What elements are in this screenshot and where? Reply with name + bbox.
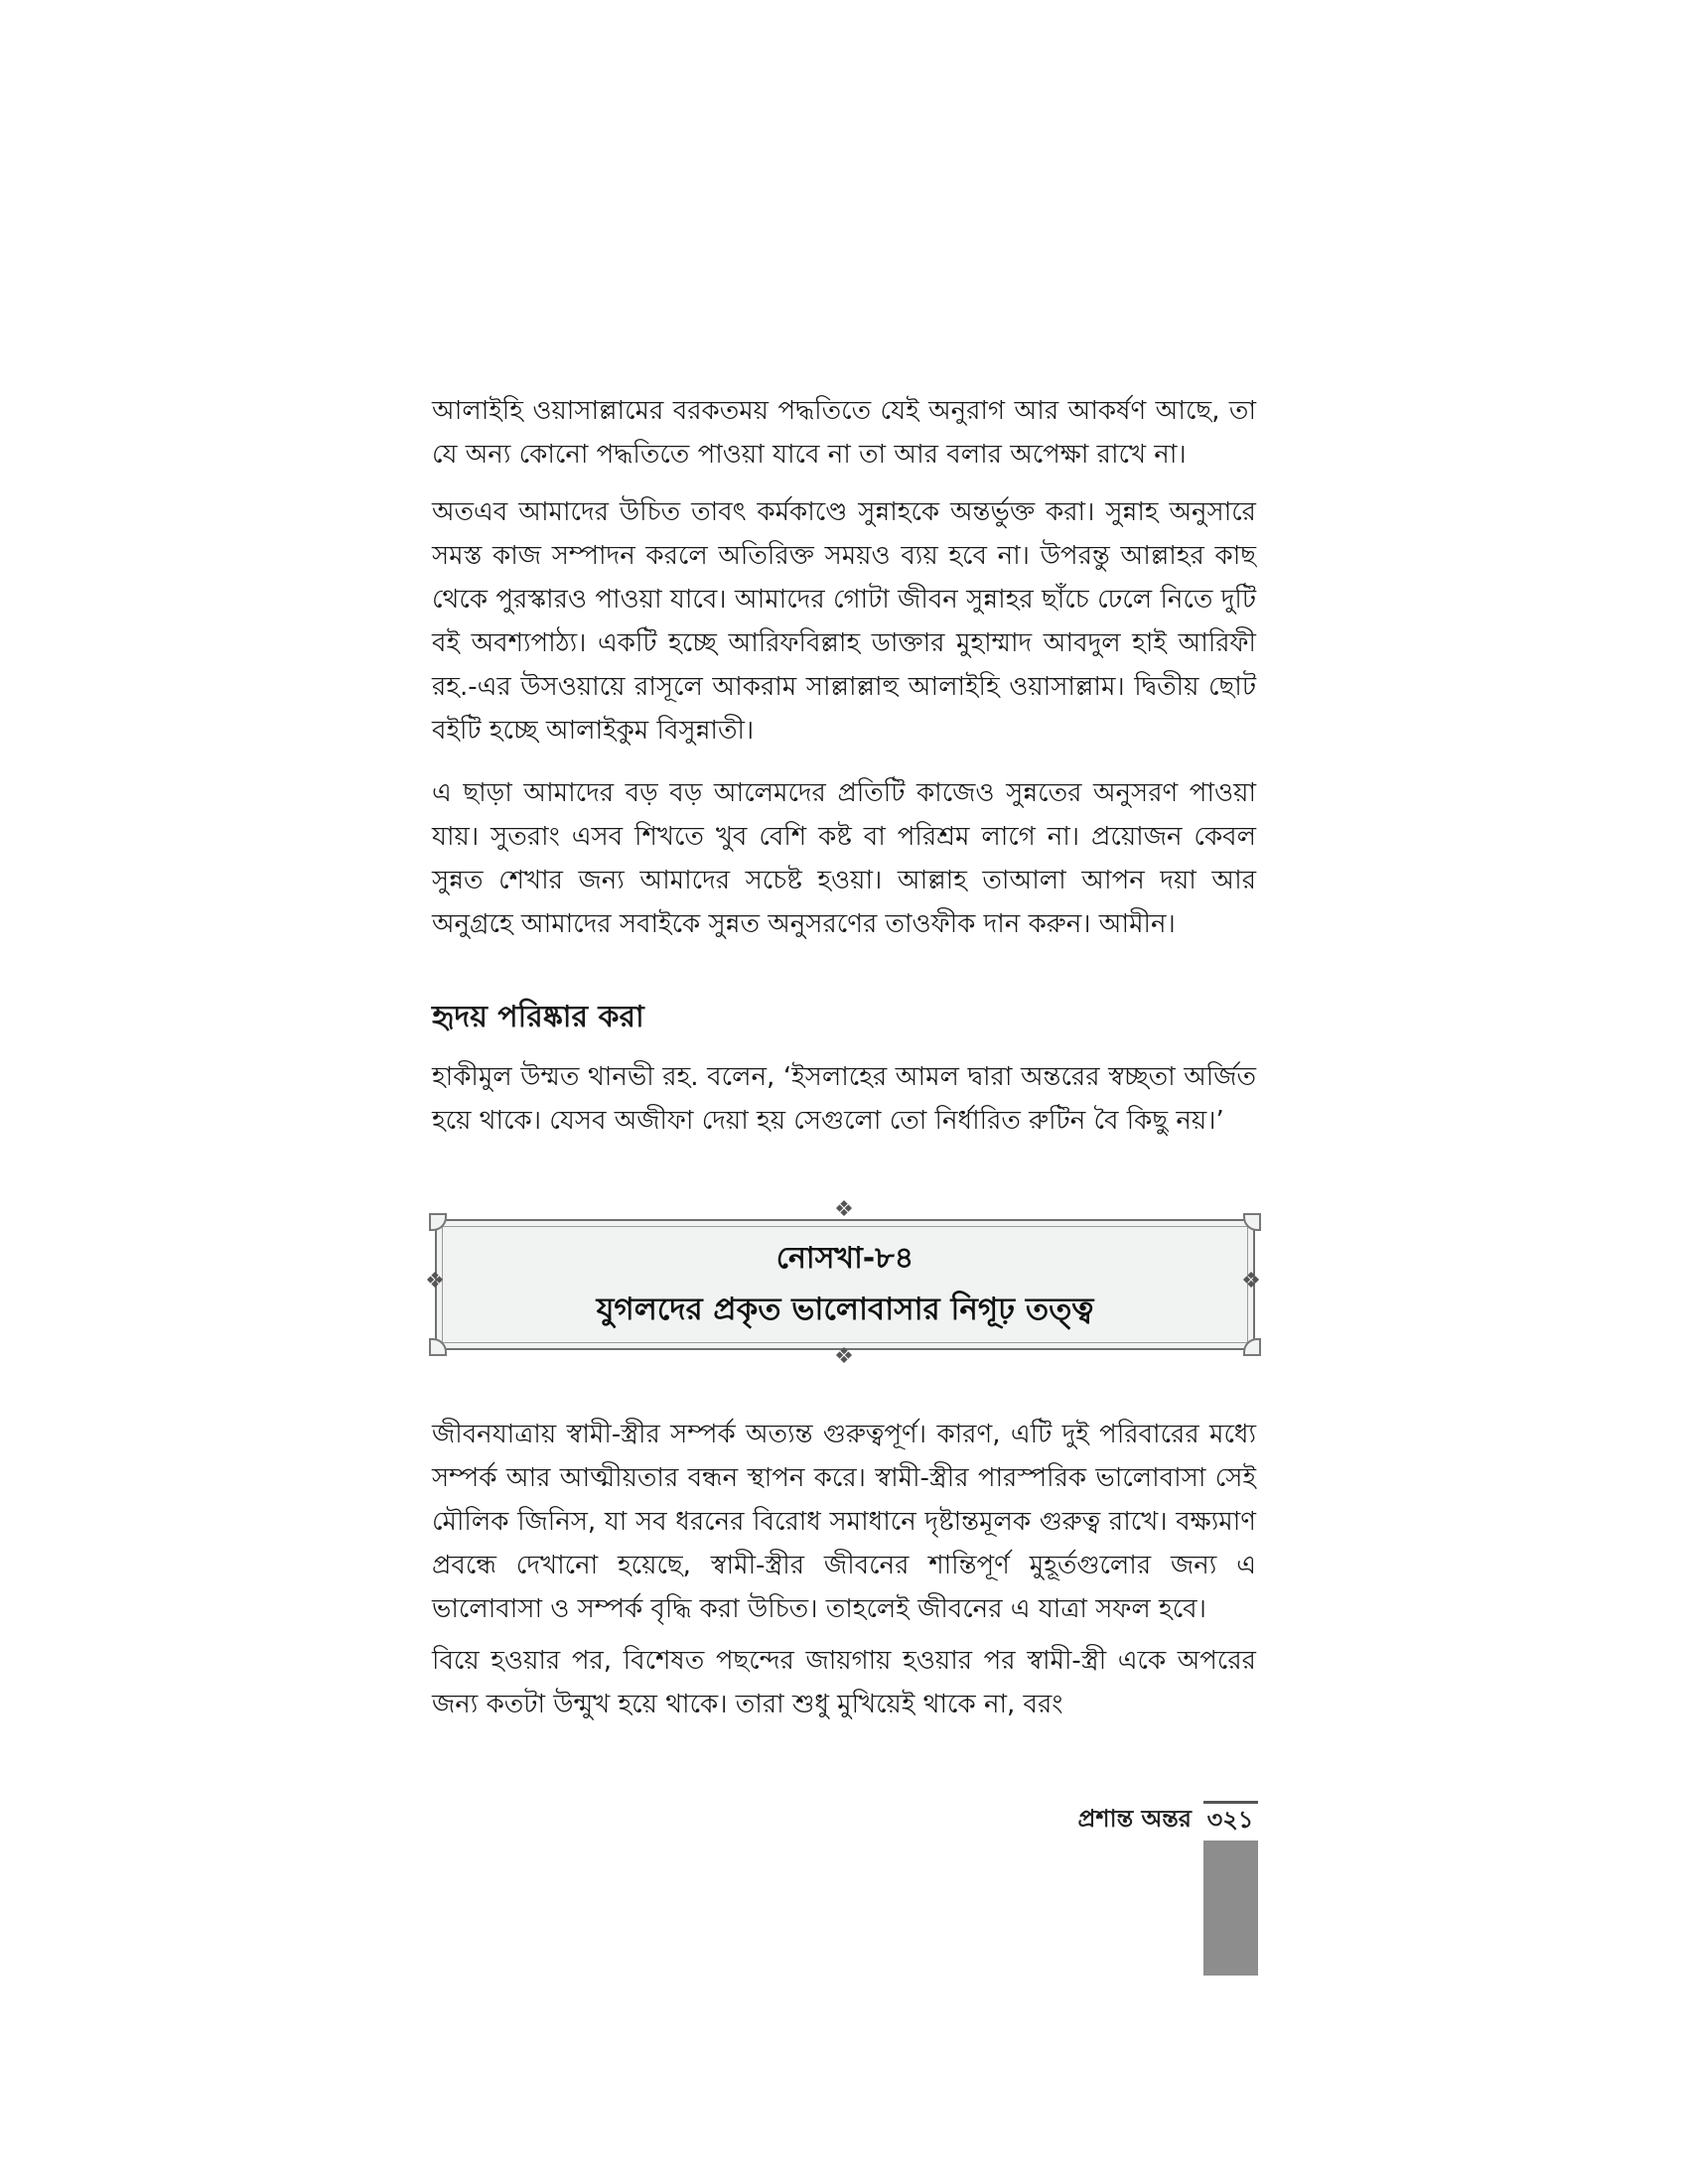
chapter-number: নোসখা-৮৪ xyxy=(775,1241,914,1276)
banner-ornament-icon: ❖ xyxy=(834,1197,854,1222)
body-paragraph: বিয়ে হওয়ার পর, বিশেষত পছন্দের জায়গায় হওয়ার পর স্বামী-স্ত্রী একে অপরের জন্য কতটা উন্মুখ হয়ে থাকে। তারা শুধু মুখিয়েই থাকে না, বরং xyxy=(432,1646,1256,1719)
page-number: ৩২১ xyxy=(1206,1806,1254,1834)
body-paragraph: অতএব আমাদের উচিত তাবৎ কর্মকাণ্ডে সুন্নাহকে অন্তর্ভুক্ত করা। সুন্নাহ অনুসারে সমস্ত কাজ সম্পাদন করলে অতিরিক্ত সময়ও ব্যয় হবে না। উপরন্তু আল্লাহর কাছ থেকে পুরস্কারও পাওয়া যাবে। আমাদের গোটা জীবন সুন্নাহর ছাঁচে ঢেলে নিতে দুটি বই অবশ্যপাঠ্য। একটি হচ্ছে আরিফবিল্লাহ ডাক্তার মুহাম্মাদ আবদুল হাই আরিফী রহ.-এর উসওয়ায়ে রাসূলে আকরাম সাল্লাল্লাহু আলাইহি ওয়াসাল্লাম। দ্বিতীয় ছোট বইটি হচ্ছে আলাইকুম বিসুন্নাতী। xyxy=(432,497,1256,746)
thumb-tab xyxy=(1203,1841,1258,1976)
body-paragraph: জীবনযাত্রায় স্বামী-স্ত্রীর সম্পর্ক অত্যন্ত গুরুত্বপূর্ণ। কারণ, এটি দুই পরিবারের মধ্যে সম্পর্ক আর আত্মীয়তার বন্ধন স্থাপন করে। স্বামী-স্ত্রীর পারস্পরিক ভালোবাসা সেই মৌলিক জিনিস, যা সব ধরনের বিরোধ সমাধানে দৃষ্টান্তমূলক গুরুত্ব রাখে। বক্ষ্যমাণ প্রবন্ধে দেখানো হয়েছে, স্বামী-স্ত্রীর জীবনের শান্তিপূর্ণ মুহূর্তগুলোর জন্য এ ভালোবাসা ও সম্পর্ক বৃদ্ধি করা উচিত। তাহলেই জীবনের এ যাত্রা সফল হবে। xyxy=(432,1420,1256,1624)
running-footer-title: প্রশান্ত অন্তর xyxy=(1077,1805,1192,1833)
body-paragraph: আলাইহি ওয়াসাল্লামের বরকতময় পদ্ধতিতে যেই অনুরাগ আর আকর্ষণ আছে, তা যে অন্য কোনো পদ্ধতিতে পাওয়া যাবে না তা আর বলার অপেক্ষা রাখে না। xyxy=(432,396,1256,470)
banner-ornament-icon: ❖ xyxy=(1241,1269,1261,1294)
body-paragraph: এ ছাড়া আমাদের বড় বড় আলেমদের প্রতিটি কাজেও সুন্নতের অনুসরণ পাওয়া যায়। সুতরাং এসব শিখতে খুব বেশি কষ্ট বা পরিশ্রম লাগে না। প্রয়োজন কেবল সুন্নত শেখার জন্য আমাদের সচেষ্ট হওয়া। আল্লাহ তাআলা আপন দয়া আর অনুগ্রহে আমাদের সবাইকে সুন্নত অনুসরণের তাওফীক দান করুন। আমীন। xyxy=(432,778,1256,939)
section-heading: হৃদয় পরিষ্কার করা xyxy=(432,1000,644,1034)
body-paragraph: হাকীমুল উম্মত থানভী রহ. বলেন, ‘ইসলাহের আমল দ্বারা অন্তরের স্বচ্ছতা অর্জিত হয়ে থাকে। যেসব অজীফা দেয়া হয় সেগুলো তো নির্ধারিত রুটিন বৈ কিছু নয়।’ xyxy=(432,1062,1256,1136)
banner-ornament-icon: ❖ xyxy=(834,1344,854,1369)
chapter-title: যুগলদের প্রকৃত ভালোবাসার নিগূঢ় তত্ত্ব xyxy=(596,1292,1094,1327)
banner-ornament-icon: ❖ xyxy=(425,1269,445,1294)
chapter-banner xyxy=(435,1219,1255,1350)
